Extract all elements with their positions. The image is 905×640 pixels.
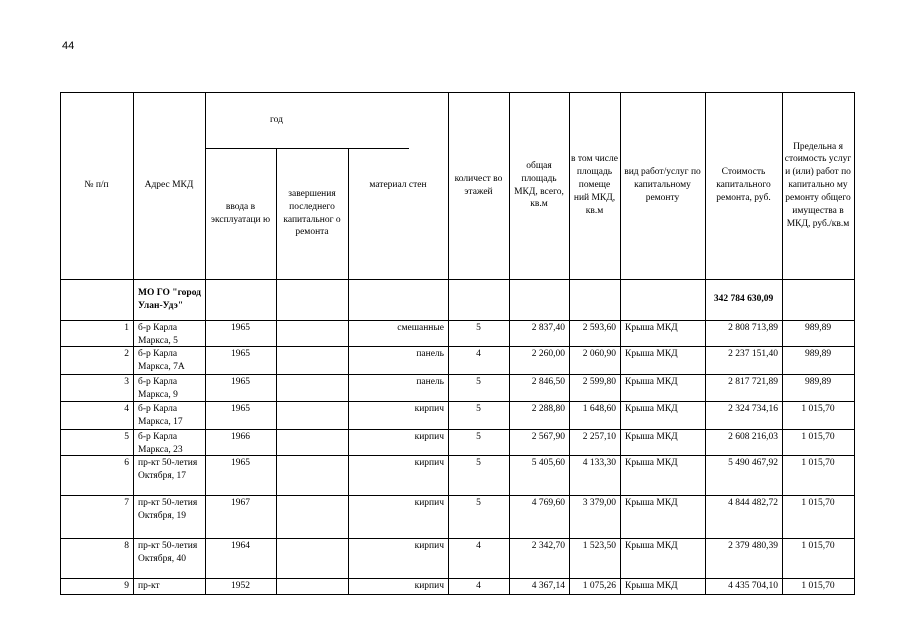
row-premises-area: 2 257,10 — [582, 432, 616, 442]
row-max-cost: 1 015,70 — [801, 581, 835, 591]
row-floors: 4 — [476, 541, 481, 551]
row-address: пр-кт 50-летия Октября, 17 — [138, 458, 198, 481]
row-year: 1952 — [231, 581, 250, 591]
row-max-cost: 1 015,70 — [801, 498, 835, 508]
row-last-repair — [276, 495, 348, 538]
row-last-repair — [276, 538, 348, 578]
row-cost: 4 844 482,72 — [728, 498, 778, 508]
row-floors: 5 — [476, 404, 481, 414]
row-material: кирпич — [414, 498, 444, 508]
column-rule — [348, 148, 349, 595]
row-cost: 2 817 721,89 — [728, 377, 778, 387]
row-rule — [60, 538, 855, 539]
column-rule — [276, 148, 277, 595]
row-year: 1965 — [231, 458, 250, 468]
row-work-type: Крыша МКД — [625, 404, 678, 414]
row-address: б-р Карла Маркса, 5 — [138, 323, 178, 346]
row-last-repair — [276, 429, 348, 455]
table-left-border — [60, 92, 61, 595]
row-premises-area: 2 599,80 — [582, 377, 616, 387]
row-year: 1965 — [231, 349, 250, 359]
header-num: № п/п — [84, 180, 109, 191]
row-last-repair — [276, 320, 348, 346]
header-year-rule — [205, 148, 409, 149]
row-premises-area: 1 648,60 — [582, 404, 616, 414]
row-cost: 2 608 216,03 — [728, 432, 778, 442]
row-premises-area: 2 593,60 — [582, 323, 616, 333]
row-num: 3 — [124, 377, 129, 387]
row-total-area: 2 837,40 — [531, 323, 565, 333]
row-cost: 4 435 704,10 — [728, 581, 778, 591]
row-rule — [60, 279, 855, 280]
row-material: кирпич — [414, 458, 444, 468]
column-rule — [509, 92, 510, 595]
row-max-cost: 1 015,70 — [801, 432, 835, 442]
row-work-type: Крыша МКД — [625, 323, 678, 333]
row-num: 4 — [124, 404, 129, 414]
header-year-last-repair: завершения последнего капитальног о ремонта — [283, 188, 341, 238]
row-total-area: 2 260,00 — [531, 349, 565, 359]
row-floors: 4 — [476, 581, 481, 591]
header-wall-material: материал стен — [369, 180, 427, 191]
row-floors: 5 — [476, 458, 481, 468]
header-year-group: год — [270, 114, 283, 125]
row-rule — [60, 401, 855, 402]
row-floors: 5 — [476, 323, 481, 333]
group-total-cost: 342 784 630,09 — [713, 294, 774, 305]
row-cost: 2 324 734,16 — [728, 404, 778, 414]
row-num: 9 — [124, 581, 129, 591]
row-max-cost: 1 015,70 — [801, 404, 835, 414]
row-year: 1964 — [231, 541, 250, 551]
row-work-type: Крыша МКД — [625, 349, 678, 359]
row-last-repair — [276, 401, 348, 429]
row-address: б-р Карла Маркса, 23 — [138, 432, 183, 455]
row-material: смешанные — [397, 323, 444, 333]
header-year-commissioned: ввода в эксплуатаци ю — [210, 201, 271, 225]
row-total-area: 2 846,50 — [531, 377, 565, 387]
row-total-area: 2 288,80 — [531, 404, 565, 414]
row-total-area: 4 769,60 — [531, 498, 565, 508]
row-work-type: Крыша МКД — [625, 377, 678, 387]
header-floors: количест во этажей — [454, 173, 503, 197]
column-rule — [133, 92, 134, 595]
row-floors: 5 — [476, 432, 481, 442]
repair-plan-table — [60, 92, 854, 594]
row-cost: 5 490 467,92 — [728, 458, 778, 468]
row-total-area: 2 342,70 — [531, 541, 565, 551]
row-max-cost: 989,89 — [804, 323, 832, 333]
row-work-type: Крыша МКД — [625, 581, 678, 591]
row-total-area: 5 405,60 — [531, 458, 565, 468]
row-premises-area: 4 133,30 — [582, 458, 616, 468]
row-year: 1965 — [231, 377, 250, 387]
row-address: б-р Карла Маркса, 7А — [138, 349, 185, 372]
row-cost: 2 379 480,39 — [728, 541, 778, 551]
row-max-cost: 989,89 — [804, 377, 832, 387]
row-premises-area: 1 523,50 — [582, 541, 616, 551]
row-num: 5 — [124, 432, 129, 442]
row-rule — [60, 578, 855, 579]
row-last-repair — [276, 374, 348, 401]
row-last-repair — [276, 346, 348, 374]
header-total-area: общая площадь МКД, всего, кв.м — [514, 160, 564, 210]
header-max-cost: Предельна я стоимость услуг и (или) работ по капитально му ремонту общего имущества в МКД, руб./кв.м — [784, 141, 852, 229]
row-address: пр-кт 50-летия Октября, 40 — [138, 541, 198, 564]
column-rule — [448, 92, 449, 595]
row-last-repair — [276, 455, 348, 495]
row-address: пр-кт 50-летия Октября, 19 — [138, 498, 198, 521]
row-work-type: Крыша МКД — [625, 458, 678, 468]
row-work-type: Крыша МКД — [625, 541, 678, 551]
row-total-area: 4 367,14 — [531, 581, 565, 591]
row-rule — [60, 346, 855, 347]
row-rule — [60, 429, 855, 430]
row-material: кирпич — [414, 404, 444, 414]
table-right-border — [854, 92, 855, 595]
row-address: б-р Карла Маркса, 9 — [138, 377, 178, 400]
row-material: кирпич — [414, 541, 444, 551]
column-rule — [782, 92, 783, 595]
row-num: 7 — [124, 498, 129, 508]
table-bottom-border — [60, 594, 855, 595]
row-total-area: 2 567,90 — [531, 432, 565, 442]
row-premises-area: 1 075,26 — [582, 581, 616, 591]
column-rule — [205, 92, 206, 595]
row-max-cost: 1 015,70 — [801, 458, 835, 468]
row-cost: 2 808 713,89 — [728, 323, 778, 333]
row-rule — [60, 495, 855, 496]
column-rule — [569, 92, 570, 595]
row-num: 2 — [124, 349, 129, 359]
row-material: кирпич — [414, 432, 444, 442]
header-cost: Стоимость капитального ремонта, руб. — [716, 167, 771, 203]
group-name: МО ГО "город Улан-Удэ" — [138, 287, 201, 311]
row-num: 8 — [124, 541, 129, 551]
row-rule — [60, 374, 855, 375]
row-year: 1967 — [231, 498, 250, 508]
row-year: 1966 — [231, 432, 250, 442]
table-top-border — [60, 92, 855, 93]
row-material: панель — [416, 349, 444, 359]
row-material: кирпич — [414, 581, 444, 591]
row-max-cost: 1 015,70 — [801, 541, 835, 551]
row-num: 6 — [124, 458, 129, 468]
row-material: панель — [416, 377, 444, 387]
row-premises-area: 3 379,00 — [582, 498, 616, 508]
row-premises-area: 2 060,90 — [582, 349, 616, 359]
header-premises-area: в том числе площадь помеще ний МКД, кв.м — [571, 154, 618, 216]
row-address: пр-кт — [138, 581, 160, 591]
row-work-type: Крыша МКД — [625, 498, 678, 508]
column-rule — [620, 92, 621, 595]
row-work-type: Крыша МКД — [625, 432, 678, 442]
row-rule — [60, 320, 855, 321]
row-year: 1965 — [231, 323, 250, 333]
row-address: б-р Карла Маркса, 17 — [138, 404, 183, 427]
row-cost: 2 237 151,40 — [728, 349, 778, 359]
row-floors: 5 — [476, 377, 481, 387]
row-num: 1 — [124, 323, 129, 333]
column-rule — [705, 92, 706, 595]
row-floors: 4 — [476, 349, 481, 359]
row-floors: 5 — [476, 498, 481, 508]
row-rule — [60, 455, 855, 456]
row-year: 1965 — [231, 404, 250, 414]
header-address: Адрес МКД — [144, 180, 194, 191]
page-number: 44 — [62, 40, 75, 52]
row-last-repair — [276, 578, 348, 594]
row-max-cost: 989,89 — [804, 349, 832, 359]
header-work-type: вид работ/услуг по капитальному ремонту — [624, 167, 701, 203]
